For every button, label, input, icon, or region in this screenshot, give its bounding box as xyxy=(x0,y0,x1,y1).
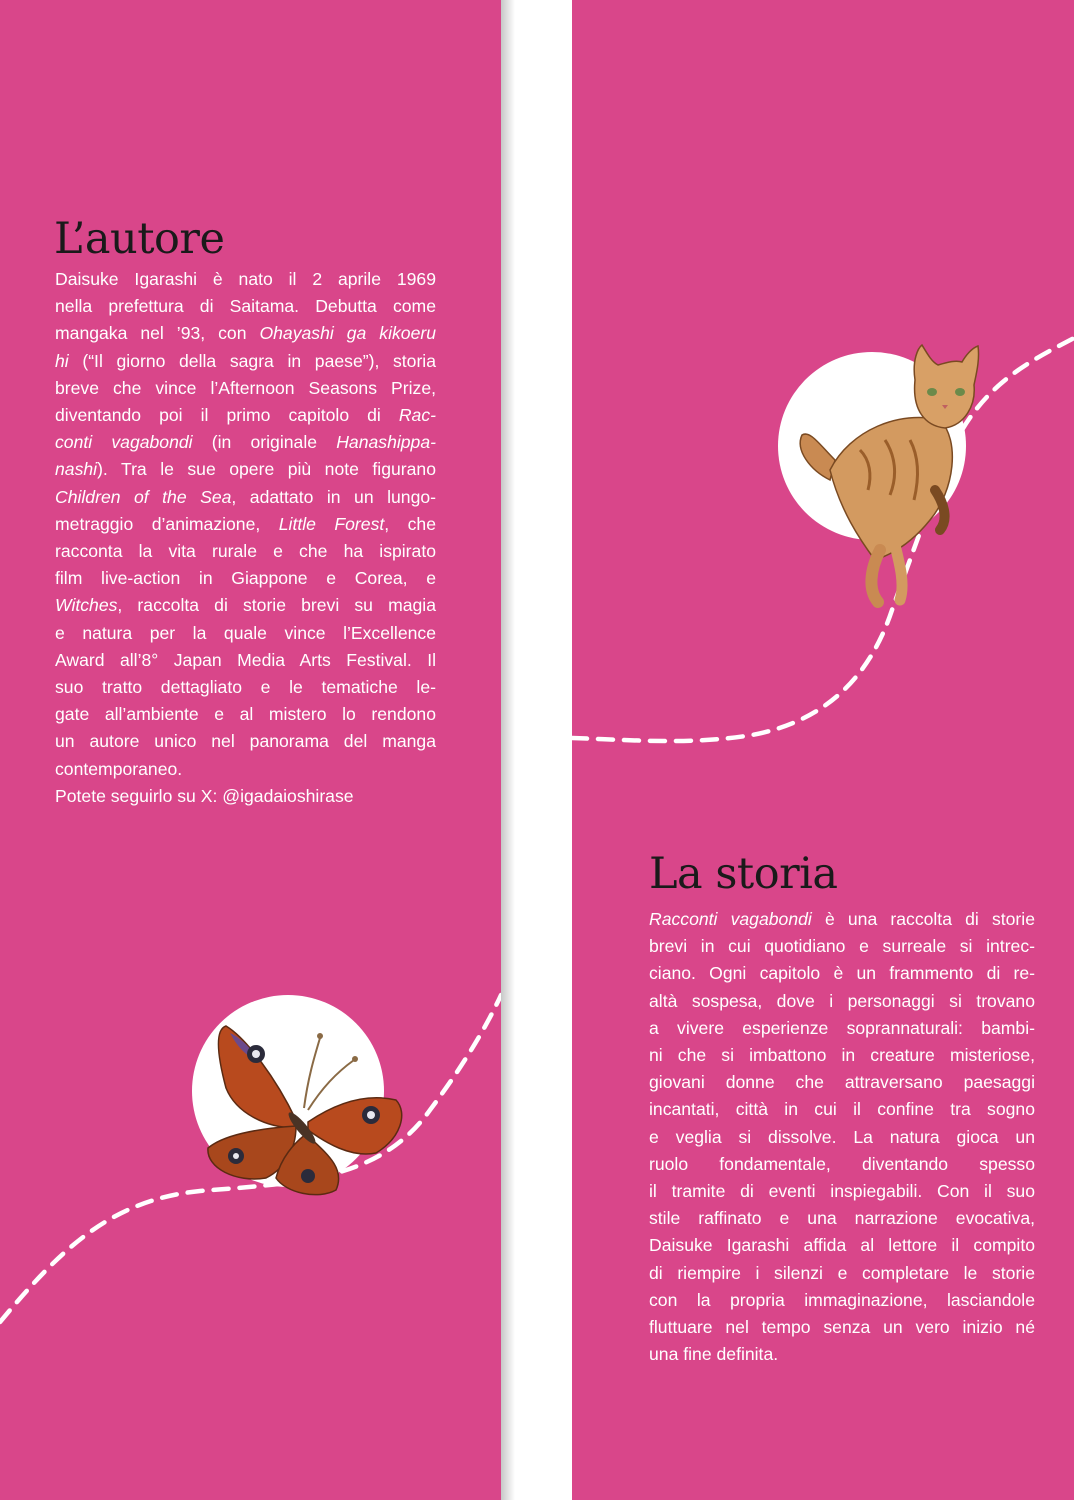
author-text-line: suo tratto dettagliato e le tematiche le- xyxy=(55,677,436,698)
author-text-line: breve che vince l’Afternoon Seasons Prize, xyxy=(55,377,436,398)
story-text-line: Racconti vagabondi è una raccolta di storie xyxy=(649,909,1035,929)
author-text-line: nella prefettura di Saitama. Debutta come xyxy=(55,296,436,317)
author-heading: L’autore xyxy=(54,214,225,264)
butterfly-icon xyxy=(196,1018,412,1203)
author-bookmark-panel xyxy=(0,0,501,1500)
author-text-line: metraggio d’animazione, Little Forest, che xyxy=(55,513,436,534)
story-text-line: incantati, città in cui il confine tra sogno xyxy=(649,1099,1035,1120)
story-text-line: stile raffinato e una narrazione evocativa, xyxy=(649,1208,1035,1229)
story-text-line: giovani donne che attraversano paesaggi xyxy=(649,1072,1035,1093)
author-text-line: film live-action in Giappone e Corea, e xyxy=(55,568,436,589)
author-text-line: gate all’ambiente e al mistero lo rendono xyxy=(55,704,436,725)
author-text-line: hi (“Il giorno della sagra in paese”), storia xyxy=(55,350,436,371)
author-text-line: Daisuke Igarashi è nato il 2 aprile 1969 xyxy=(55,269,436,289)
story-text-line: ni che si imbattono in creature misteriose, xyxy=(649,1045,1035,1066)
gap-shadow xyxy=(501,0,515,1500)
story-text-line: una fine definita. xyxy=(649,1344,779,1365)
story-text-line: ruolo fondamentale, diventando spesso xyxy=(649,1153,1035,1174)
italic-title: nashi xyxy=(55,459,98,480)
story-text-line: fluttuare nel tempo senza un vero inizio né xyxy=(649,1317,1035,1338)
story-text-line: di riempire i silenzi e completare le storie xyxy=(649,1262,1035,1283)
story-text-line: con la propria immaginazione, lasciandole xyxy=(649,1289,1035,1310)
story-text-line: ciano. Ogni capitolo è un frammento di re- xyxy=(649,963,1035,984)
italic-title: Racconti vagabondi xyxy=(649,909,812,929)
italic-title: conti vagabondi xyxy=(55,432,193,453)
italic-title: Witches xyxy=(55,595,118,616)
italic-title: Children of the Sea xyxy=(55,486,232,507)
story-text-line: il tramite di eventi inspiegabili. Con il suo xyxy=(649,1181,1035,1202)
author-text-line: racconta la vita rurale e che ha ispirato xyxy=(55,541,436,562)
italic-title: Ohayashi ga kikoeru xyxy=(259,323,436,344)
story-heading: La storia xyxy=(649,849,838,899)
italic-title: Little Forest xyxy=(278,513,385,534)
dashed-path-left xyxy=(0,0,501,1500)
italic-title: Hanashippa- xyxy=(336,432,436,453)
story-text xyxy=(649,906,1035,1368)
italic-title: Rac- xyxy=(398,405,436,426)
author-text-line: Witches, raccolta di storie brevi su magia xyxy=(55,595,436,616)
story-bookmark-panel xyxy=(572,0,1074,1500)
story-text-line: brevi in cui quotidiano e surreale si intrec- xyxy=(649,936,1035,957)
author-text-line: Potete seguirlo su X: @igadaioshirase xyxy=(55,785,354,806)
author-text-line: e natura per la quale vince l’Excellence xyxy=(55,622,436,643)
italic-title: hi xyxy=(55,350,69,371)
story-text-line: Daisuke Igarashi affida al lettore il compito xyxy=(649,1235,1035,1256)
story-text-line: altà sospesa, dove i personaggi si trovano xyxy=(649,990,1035,1011)
author-text-line: mangaka nel ’93, con Ohayashi ga kikoeru xyxy=(55,323,436,344)
author-text-line: Children of the Sea, adattato in un lungo- xyxy=(55,486,437,507)
story-text-line: e veglia si dissolve. La natura gioca un xyxy=(649,1126,1035,1147)
author-text-line: Award all’8° Japan Media Arts Festival. Il xyxy=(55,649,436,670)
author-text-line: conti vagabondi (in originale Hanashippa- xyxy=(55,432,436,453)
cat-icon xyxy=(790,340,990,610)
author-text-line: nashi). Tra le sue opere più note figurano xyxy=(55,459,436,480)
author-text-line: contemporaneo. xyxy=(55,758,183,779)
story-text-line: a vivere esperienze soprannaturali: bambi- xyxy=(649,1017,1035,1038)
author-text-line: un autore unico nel panorama del manga xyxy=(55,731,436,752)
author-text-line: diventando poi il primo capitolo di Rac- xyxy=(55,405,436,426)
